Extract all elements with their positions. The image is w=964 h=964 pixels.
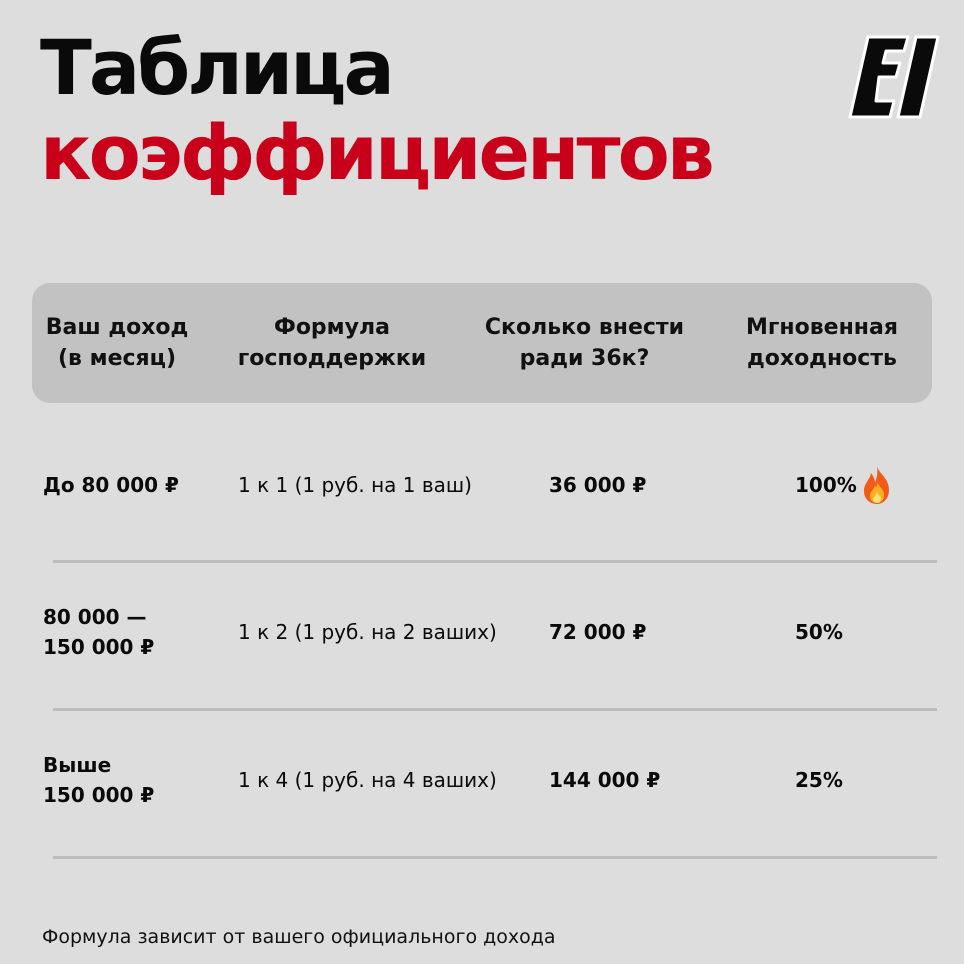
table-header (32, 283, 932, 403)
yield-value: 100% (795, 473, 857, 497)
header-formula: Формула господдержки (237, 315, 427, 371)
e-i-logo (846, 33, 944, 121)
page-title-line-1: Таблица (40, 23, 392, 112)
formula-cell: 1 к 4 (1 руб. на 4 ваших) (238, 768, 497, 792)
row-divider (53, 560, 937, 563)
page-title-line-2: коэффициентов (40, 108, 712, 197)
amount-cell: 72 000 ₽ (549, 620, 647, 644)
fire-icon (859, 464, 895, 506)
row-divider (53, 708, 937, 711)
table-row (0, 592, 964, 672)
yield-cell: 50% (795, 620, 843, 644)
income-cell: Выше 150 000 ₽ (43, 753, 155, 807)
formula-cell: 1 к 2 (1 руб. на 2 ваших) (238, 620, 497, 644)
income-cell: 80 000 — 150 000 ₽ (43, 605, 155, 659)
header-yield: Мгновенная доходность (746, 315, 898, 371)
header-amount: Сколько внести ради 36к? (484, 315, 685, 371)
yield-cell: 25% (795, 768, 843, 792)
header-income: Ваш доход (в месяц) (45, 315, 189, 371)
table-row (0, 740, 964, 820)
yield-cell (795, 445, 935, 525)
income-cell: До 80 000 ₽ (43, 473, 179, 497)
table-row (0, 445, 964, 525)
row-divider (53, 856, 937, 859)
footnote: Формула зависит от вашего официального дохода (42, 926, 556, 948)
amount-cell: 36 000 ₽ (549, 473, 647, 497)
amount-cell: 144 000 ₽ (549, 768, 661, 792)
formula-cell: 1 к 1 (1 руб. на 1 ваш) (238, 473, 472, 497)
